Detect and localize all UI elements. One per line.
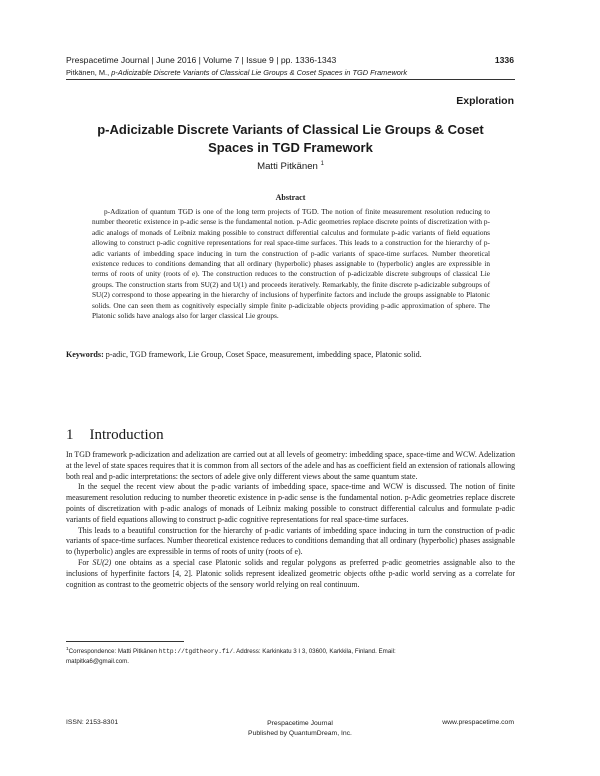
body-paragraph: This leads to a beautiful construction for the hierarchy of p-adic variants of imbedding space inducing in turn the construction of p-adic variants of space-time surfaces. Number theoretical existence reduces to conditions demanding that all ordinary (hyperbolic) phases assignable to (hyperbolic) angles are expressible in terms of roots of unity (roots of e). [66, 525, 515, 557]
footer-publisher: Published by QuantumDream, Inc. [248, 730, 352, 737]
body-paragraph: In TGD framework p-adicization and adelization are carried out at all levels of geometry: imbedding space, space-time and WCW. Adelization at the level of state spaces requires that it is common from all sectors of the adele and has as coefficient field an extension of rationals allowing both real and p-adic interpretations: the sectors of adele give only different views about the same quantum state. [66, 450, 515, 481]
section-body [66, 450, 515, 590]
section-heading [66, 427, 164, 444]
body-paragraph: In the sequel the recent view about the p-adic variants of imbedding space, space-time and WCW is discussed. The notion of finite measurement resolution reducing to number theoretic existence in p-adic sense is the fundamental notion. p-Adic geometries replace discrete points of discretization with p-adic analogs of monads of Leibniz making possible to construct differential calculus and formulate p-adic variants of field equations allowing to construct p-adic cognitive representations for real space-time surfaces. [66, 482, 515, 524]
keywords-label: Keywords: [66, 350, 104, 359]
header-rule [66, 79, 515, 80]
paper-title-line-1: p-Adicizable Discrete Variants of Classical Lie Groups & Coset [97, 122, 484, 137]
body-paragraph-rest: one obtains as a special case Platonic solids and regular polygons as preferred p-adic geometries assignable also to the inclusions of hyperfinite factors [4, 2]. Platonic solids represent idealized geometric objects ofthe p-adic world serving as a correlate for cognition as contrast to the geometric objects of the sensory world relying on real continuum. [66, 557, 516, 589]
paper-title [66, 121, 515, 157]
paper-title-line-2: Spaces in TGD Framework [208, 140, 373, 155]
footnote [66, 645, 515, 666]
author-line [66, 161, 515, 172]
body-paragraph [66, 558, 515, 590]
page-number: 1336 [494, 55, 514, 65]
section-number: 1 [66, 427, 74, 443]
footer-issn: ISSN: 2153-8301 [66, 719, 119, 726]
author-footnote-mark: 1 [320, 161, 324, 167]
body-paragraph-lead: For [78, 557, 93, 567]
footnote-rule [66, 641, 184, 642]
section-title: Introduction [89, 427, 164, 443]
footnote-email-link[interactable]: matpitka6@gmail.com. [66, 657, 130, 665]
citation-author: Pitkänen, M., [66, 68, 112, 77]
keywords [66, 349, 515, 360]
article-type-label: Exploration [456, 95, 514, 107]
citation-header-line [66, 68, 536, 77]
abstract-heading: Abstract [275, 193, 306, 202]
keywords-text: p-adic, TGD framework, Lie Group, Coset Space, measurement, imbedding space, Platonic solid. [105, 350, 422, 359]
footnote-text: Correspondence: Matti Pitkänen [68, 648, 159, 656]
su2-symbol: SU(2) [92, 557, 112, 567]
author-name: Matti Pitkänen [257, 161, 318, 173]
footnote-url-link[interactable]: http://tgdtheory.fi/ [158, 648, 234, 656]
abstract-text: p-Adization of quantum TGD is one of the long term projects of TGD. The notion of finite measurement resolution reducing to number theoretic existence in p-adic sense is the fundamental notion. p-Adic geometries replace discrete points of discretization with p-adic analogs of monads of Leibniz making possible to construct differential calculus and formulate p-adic variants of field equations allowing to construct p-adic cognitive representations for real space-time surfaces. This leads to a construction for the hierarchy of p-adic variants of imbedding space inducing in turn the construction of p-adic variants of space-time surfaces. Number theoretical existence reduces to conditions demanding that all ordinary (hyperbolic) phases assignable to (hyperbolic) angles are expressible in terms of roots of unity (roots of e). The construction reduces to the construction of p-adicizable discrete subgroups of classical Lie groups. The construction starts from SU(2) and U(1) and proceeds iteratively. Remarkably, the finite discrete p-adicizable subgroups of SU(2) correspond to those appearing in the hierarchy of inclusions of hyperfinite factors and include the groups assignable to Platonic solids. One can seen them as cognitively especially simple finite p-adicizable objects providing p-adic approximation of sphere. The Platonic solids have analogs also for larger classical Lie groups. [92, 207, 490, 321]
footer-website-link[interactable]: www.prespacetime.com [442, 719, 514, 726]
footer-journal: Prespacetime Journal [267, 720, 333, 727]
journal-header-line: Prespacetime Journal | June 2016 | Volume 7 | Issue 9 | pp. 1336-1343 [66, 55, 337, 65]
citation-title: p-Adicizable Discrete Variants of Classical Lie Groups & Coset Spaces in TGD Framework [111, 68, 408, 77]
footnote-mark: 1 [66, 647, 69, 652]
footnote-address: . Address: Karkinkatu 3 I 3, 03600, Karkkila, Finland. Email: [233, 648, 396, 656]
